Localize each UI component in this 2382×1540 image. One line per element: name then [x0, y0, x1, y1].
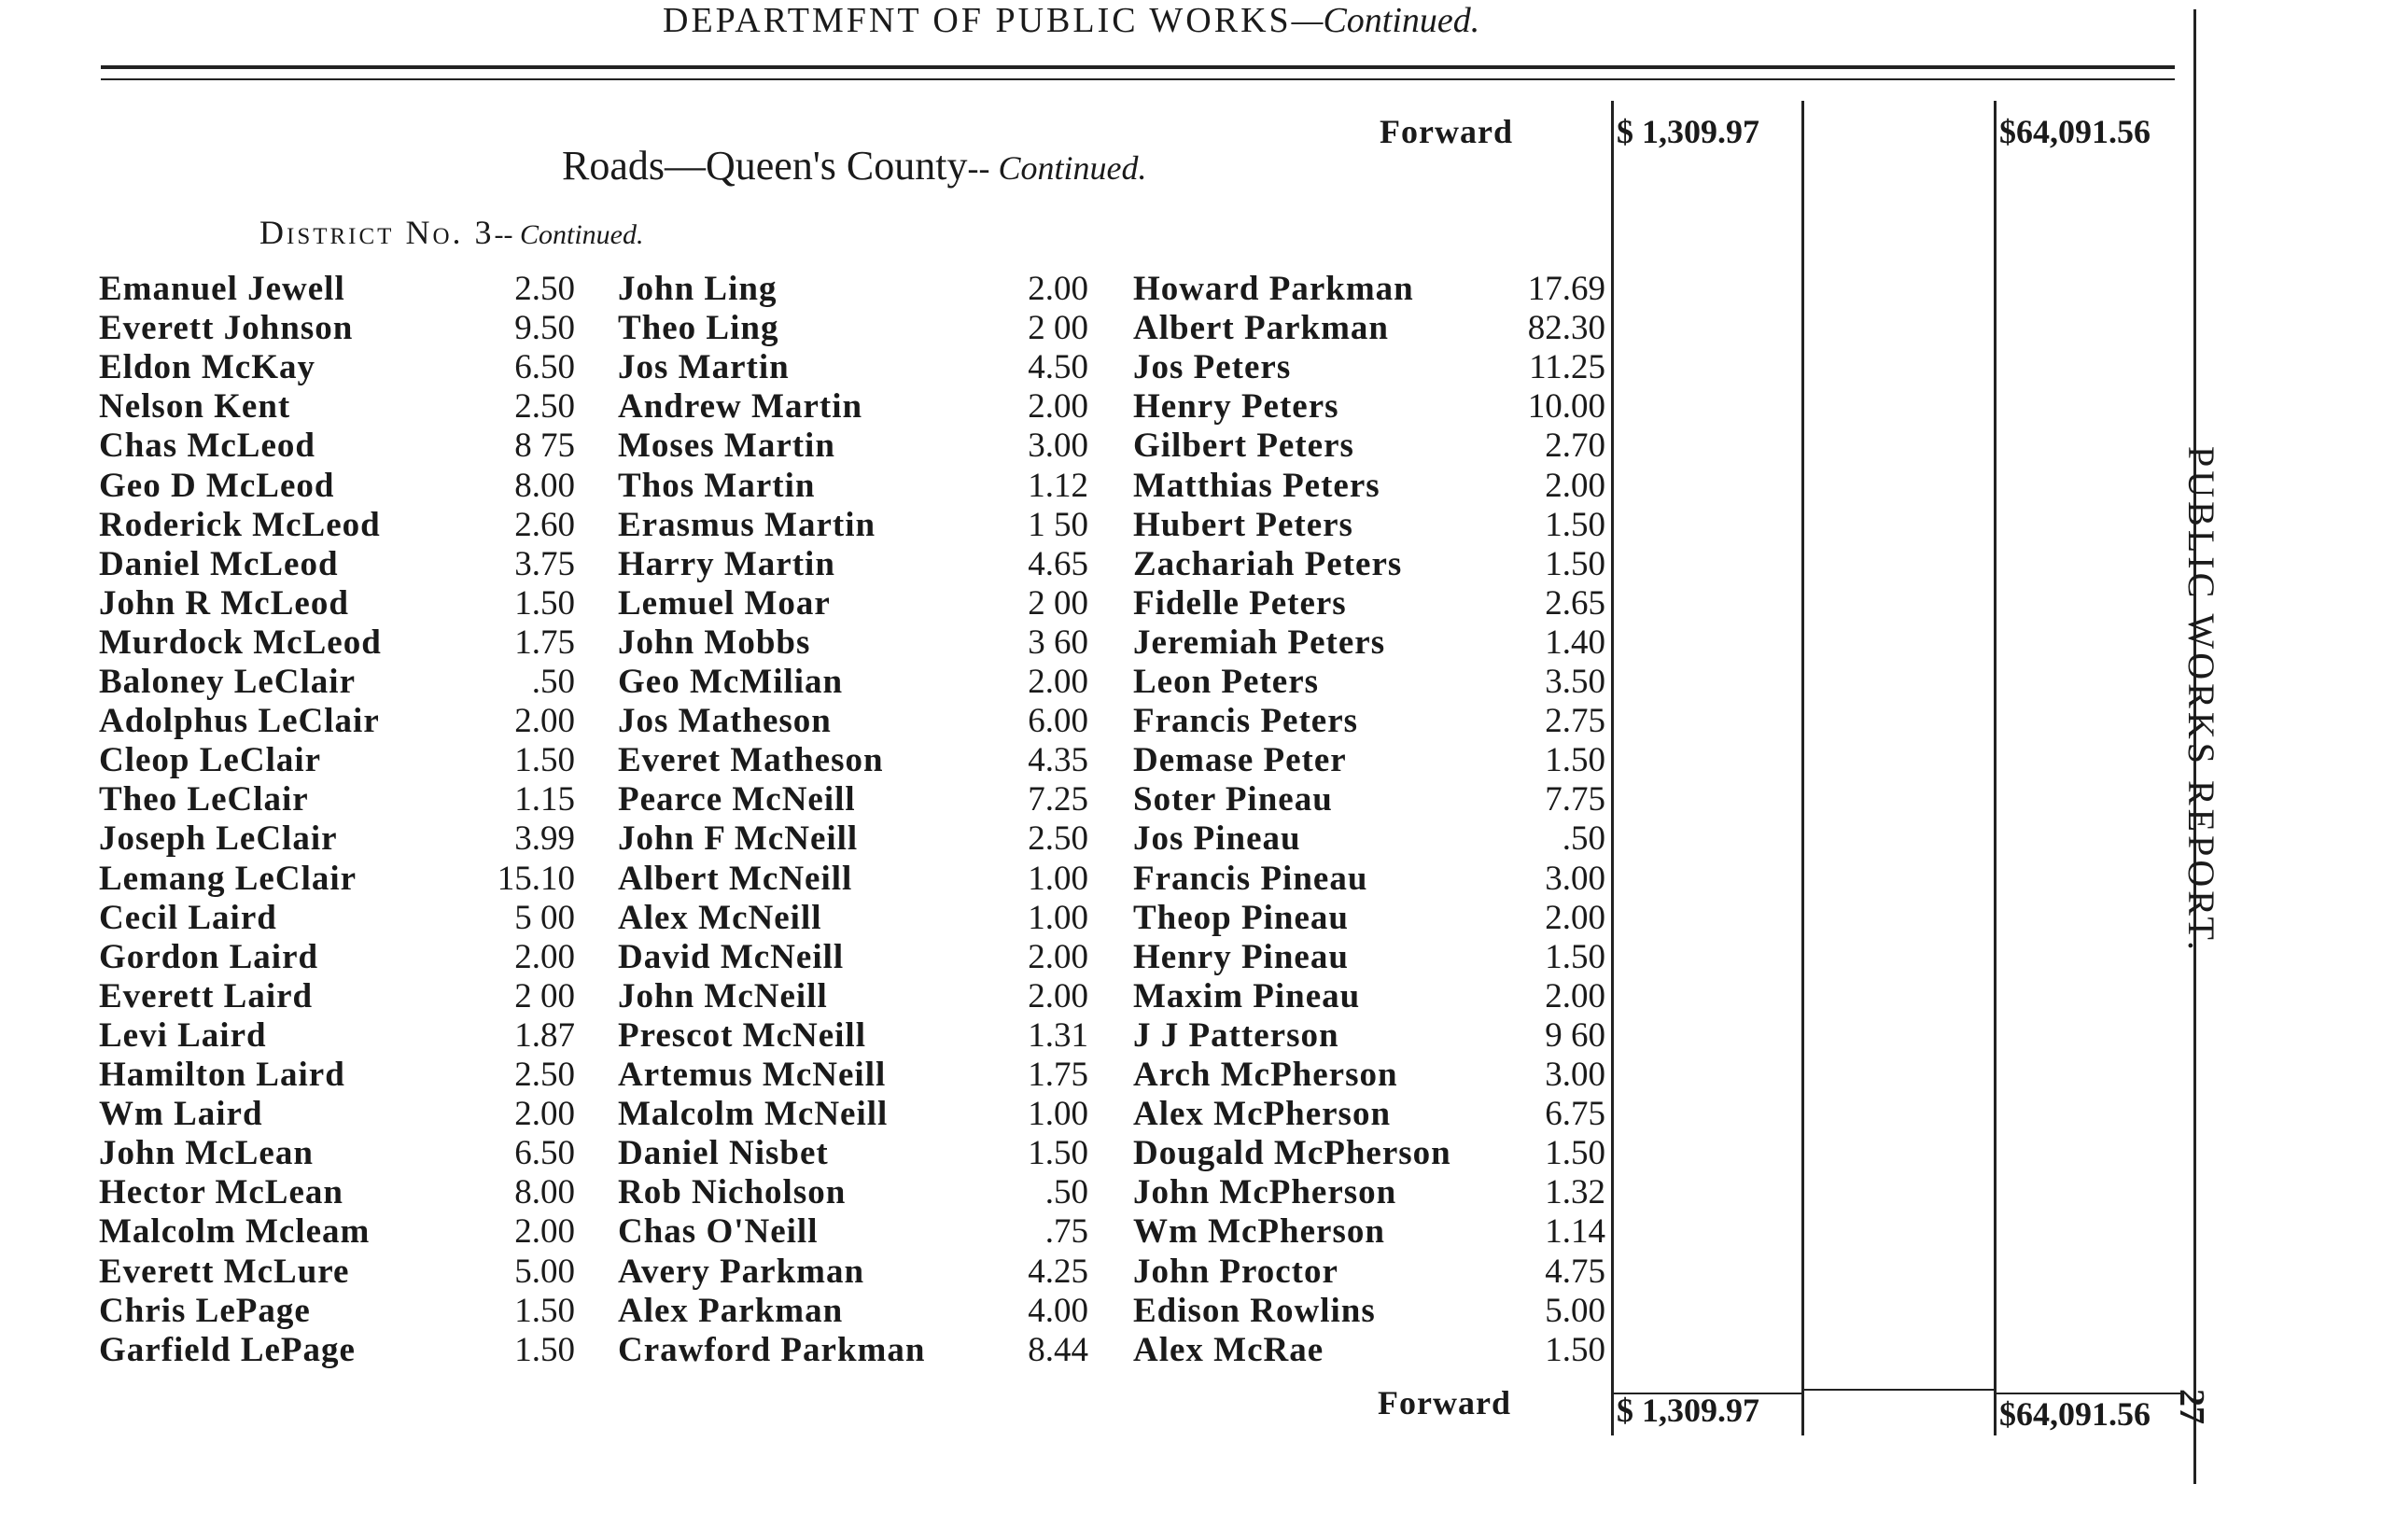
list-item	[618, 544, 1094, 583]
entry-name: Daniel Nisbet	[618, 1134, 829, 1173]
entry-amount: 82.30	[1527, 309, 1605, 348]
list-item	[99, 1015, 584, 1055]
entry-amount: 1.14	[1545, 1212, 1605, 1252]
entry-amount: 15.10	[497, 859, 575, 898]
list-item	[1133, 426, 1609, 465]
entry-amount: 2.50	[514, 387, 575, 427]
entry-amount: 8.00	[514, 1173, 575, 1212]
list-item	[99, 819, 584, 858]
list-item	[1133, 505, 1609, 544]
entry-name: Prescot McNeill	[618, 1015, 866, 1055]
entry-name: Alex Parkman	[618, 1291, 844, 1330]
entry-name: Jeremiah Peters	[1133, 623, 1386, 662]
entry-name: Thos Martin	[618, 466, 816, 505]
entry-amount: 2.00	[514, 1212, 575, 1252]
entry-name: John Proctor	[1133, 1252, 1338, 1291]
list-item	[618, 1291, 1094, 1330]
entry-amount: 1.32	[1545, 1173, 1605, 1212]
entry-name: Crawford Parkman	[618, 1330, 926, 1369]
list-item	[618, 819, 1094, 858]
amount-col-line-1	[1611, 101, 1614, 1435]
entry-amount: 1.50	[514, 583, 575, 623]
entry-name: Erasmus Martin	[618, 505, 876, 544]
entry-amount: 2.00	[1545, 466, 1605, 505]
entry-amount: 2 00	[514, 976, 575, 1015]
entry-amount: 6.00	[1028, 702, 1088, 741]
entry-amount: 1.50	[1545, 544, 1605, 583]
entry-amount: 2.75	[1545, 702, 1605, 741]
entry-amount: 1.87	[514, 1015, 575, 1055]
list-item	[618, 740, 1094, 779]
entry-name: John McPherson	[1133, 1173, 1397, 1212]
entry-name: Albert McNeill	[618, 859, 853, 898]
entry-amount: 6.50	[514, 348, 575, 387]
page-header	[663, 0, 1479, 41]
entry-name: Baloney LeClair	[99, 663, 357, 701]
top-rule-2	[101, 78, 2175, 80]
entry-name: Nelson Kent	[99, 387, 291, 427]
entry-name: Wm Laird	[99, 1095, 263, 1134]
entry-amount: 2.00	[514, 937, 575, 976]
entry-name: Gordon Laird	[99, 937, 319, 976]
list-item	[618, 859, 1094, 898]
entry-amount: 7.75	[1545, 780, 1605, 819]
entry-amount: 2.50	[514, 270, 575, 308]
forward-bottom-amount-2: $64,091.56	[1999, 1395, 2151, 1433]
entry-amount: 2 00	[1028, 309, 1088, 348]
header-title: DEPARTMFNT OF PUBLIC WORKS	[663, 1, 1292, 40]
entry-amount: 2.00	[1028, 270, 1088, 308]
entry-name: Fidelle Peters	[1133, 583, 1347, 623]
entry-amount: 6.50	[514, 1134, 575, 1173]
entry-name: Henry Peters	[1133, 387, 1339, 427]
entry-amount: 4.35	[1028, 741, 1088, 780]
list-item	[618, 583, 1094, 623]
entry-amount: 1.50	[514, 1291, 575, 1330]
entry-name: Wm McPherson	[1133, 1212, 1385, 1252]
entry-name: Lemuel Moar	[618, 583, 831, 623]
entry-name: Zachariah Peters	[1133, 544, 1403, 583]
list-item	[1133, 819, 1609, 858]
list-item	[99, 779, 584, 819]
entry-name: Everet Matheson	[618, 741, 884, 780]
entry-name: Jos Peters	[1133, 348, 1292, 387]
entry-amount: 2.00	[514, 1095, 575, 1134]
entry-name: Artemus McNeill	[618, 1056, 887, 1094]
list-item	[1133, 583, 1609, 623]
list-item	[1133, 662, 1609, 701]
entry-amount: 4.00	[1028, 1291, 1088, 1330]
list-item	[99, 898, 584, 937]
entry-name: Everett Johnson	[99, 309, 354, 348]
list-item	[99, 583, 584, 623]
side-report-title: PUBLIC WORKS REPORT.	[2180, 446, 2222, 954]
entry-name: Alex McRae	[1133, 1330, 1324, 1369]
list-item	[99, 623, 584, 662]
entry-name: Garfield LePage	[99, 1330, 356, 1369]
amount-col-line-3	[1994, 101, 1997, 1435]
list-item	[99, 1172, 584, 1211]
entry-amount: 6.75	[1545, 1095, 1605, 1134]
list-item	[99, 1291, 584, 1330]
entry-name: Albert Parkman	[1133, 309, 1389, 348]
entry-name: Theo Ling	[618, 309, 779, 348]
entry-amount: .75	[1044, 1212, 1088, 1252]
list-item	[99, 544, 584, 583]
entry-amount: 2.65	[1545, 583, 1605, 623]
page-number: 27	[2172, 1389, 2211, 1424]
entry-amount: 2.50	[1028, 819, 1088, 859]
entry-amount: 2.00	[514, 702, 575, 741]
section-title-text: Roads—Queen's County	[562, 143, 968, 189]
entry-amount: 10.00	[1527, 387, 1605, 427]
list-item	[618, 426, 1094, 465]
list-item	[1133, 701, 1609, 740]
entry-amount: 3.00	[1028, 427, 1088, 466]
list-item	[618, 1211, 1094, 1251]
entry-name: Hubert Peters	[1133, 505, 1353, 544]
entry-name: Malcolm Mcleam	[99, 1212, 371, 1252]
entry-amount: 2.00	[1028, 663, 1088, 701]
entry-amount: 1.31	[1028, 1015, 1088, 1055]
list-item	[618, 1015, 1094, 1055]
list-item	[618, 662, 1094, 701]
district-label: District No. 3	[259, 214, 495, 251]
entry-name: Harry Martin	[618, 544, 835, 583]
entry-amount: 3.75	[514, 544, 575, 583]
entry-amount: 4.65	[1028, 544, 1088, 583]
list-item	[99, 1094, 584, 1133]
entry-name: Howard Parkman	[1133, 270, 1414, 308]
entry-name: Eldon McKay	[99, 348, 315, 387]
list-item	[618, 937, 1094, 976]
list-item	[618, 976, 1094, 1015]
list-item	[1133, 269, 1609, 308]
entry-name: Hector McLean	[99, 1173, 343, 1212]
list-item	[618, 779, 1094, 819]
entry-name: Everett McLure	[99, 1252, 350, 1291]
entry-amount: 1.00	[1028, 898, 1088, 937]
list-item	[99, 859, 584, 898]
entry-amount: 9.50	[514, 309, 575, 348]
entry-name: Jos Matheson	[618, 702, 832, 741]
list-item	[1133, 544, 1609, 583]
entry-name: Alex McPherson	[1133, 1095, 1392, 1134]
list-item	[618, 505, 1094, 544]
entry-name: Emanuel Jewell	[99, 270, 345, 308]
entry-amount: 8.00	[514, 466, 575, 505]
list-item	[1133, 740, 1609, 779]
entry-name: Soter Pineau	[1133, 780, 1333, 819]
entry-name: Jos Martin	[618, 348, 790, 387]
entry-name: Lemang LeClair	[99, 859, 357, 898]
entry-name: Cecil Laird	[99, 898, 277, 937]
entry-amount: 2.00	[1028, 387, 1088, 427]
list-item	[1133, 623, 1609, 662]
entry-name: Levi Laird	[99, 1015, 267, 1055]
entry-name: John McNeill	[618, 976, 828, 1015]
entry-name: Cleop LeClair	[99, 741, 322, 780]
list-item	[618, 701, 1094, 740]
entry-name: John F McNeill	[618, 819, 859, 859]
list-item	[618, 1055, 1094, 1094]
entry-amount: 1.50	[1545, 937, 1605, 976]
list-item	[618, 623, 1094, 662]
district-suffix: -- Continued.	[494, 219, 644, 250]
entry-amount: 1.75	[1028, 1056, 1088, 1094]
forward-bottom-amount-1: $ 1,309.97	[1617, 1392, 1759, 1429]
entry-amount: .50	[1562, 819, 1605, 859]
entry-name: Edison Rowlins	[1133, 1291, 1376, 1330]
entry-name: John R McLeod	[99, 583, 349, 623]
entry-amount: 3 60	[1028, 623, 1088, 662]
list-item	[99, 1252, 584, 1291]
entry-amount: 1.50	[1545, 1134, 1605, 1173]
list-item	[99, 1055, 584, 1094]
entry-name: Geo D McLeod	[99, 466, 335, 505]
list-item	[99, 308, 584, 347]
entry-amount: 11.25	[1529, 348, 1605, 387]
entry-amount: 1.12	[1028, 466, 1088, 505]
list-item	[99, 505, 584, 544]
entry-amount: 3.00	[1545, 1056, 1605, 1094]
list-item	[99, 937, 584, 976]
entry-amount: 2 00	[1028, 583, 1088, 623]
entry-name: Geo McMilian	[618, 663, 844, 701]
entry-amount: 5.00	[514, 1252, 575, 1291]
entry-name: Rob Nicholson	[618, 1173, 847, 1212]
entry-amount: 5 00	[514, 898, 575, 937]
list-item	[1133, 1094, 1609, 1133]
entry-amount: 1 50	[1028, 505, 1088, 544]
list-item	[618, 466, 1094, 505]
entry-amount: 2.00	[1545, 976, 1605, 1015]
list-item	[1133, 1172, 1609, 1211]
entry-name: John Mobbs	[618, 623, 811, 662]
entry-amount: 7.25	[1028, 780, 1088, 819]
entry-name: Joseph LeClair	[99, 819, 338, 859]
entry-name: David McNeill	[618, 937, 845, 976]
header-title-suffix: —Continued.	[1291, 1, 1480, 40]
entry-amount: 1.50	[1545, 505, 1605, 544]
entry-name: Daniel McLeod	[99, 544, 339, 583]
list-item	[1133, 1291, 1609, 1330]
entry-name: Hamilton Laird	[99, 1056, 345, 1094]
entry-name: Pearce McNeill	[618, 780, 856, 819]
entry-name: Arch McPherson	[1133, 1056, 1398, 1094]
list-item	[618, 898, 1094, 937]
list-item	[1133, 937, 1609, 976]
entry-name: John McLean	[99, 1134, 314, 1173]
entry-name: Adolphus LeClair	[99, 702, 380, 741]
entry-amount: .50	[531, 663, 575, 701]
list-item	[1133, 779, 1609, 819]
entry-amount: 1.75	[514, 623, 575, 662]
entry-amount: 3.00	[1545, 859, 1605, 898]
entry-amount: 4.75	[1545, 1252, 1605, 1291]
entry-name: Jos Pineau	[1133, 819, 1301, 859]
list-item	[618, 1330, 1094, 1369]
list-item	[1133, 976, 1609, 1015]
list-item	[1133, 859, 1609, 898]
entry-amount: .50	[1044, 1173, 1088, 1212]
entry-name: Theo LeClair	[99, 780, 309, 819]
list-item	[618, 347, 1094, 386]
entry-amount: 4.50	[1028, 348, 1088, 387]
entry-name: Murdock McLeod	[99, 623, 382, 662]
entry-name: Demase Peter	[1133, 741, 1347, 780]
entry-amount: 1.40	[1545, 623, 1605, 662]
entry-amount: 2.00	[1028, 937, 1088, 976]
list-item	[1133, 347, 1609, 386]
list-item	[99, 740, 584, 779]
entry-name: Everett Laird	[99, 976, 314, 1015]
entry-amount: 1.50	[514, 741, 575, 780]
list-item	[1133, 386, 1609, 426]
list-item	[1133, 308, 1609, 347]
entry-name: J J Patterson	[1133, 1015, 1339, 1055]
list-item	[1133, 1211, 1609, 1251]
top-rule-1	[101, 65, 2175, 69]
entry-name: Leon Peters	[1133, 663, 1320, 701]
entry-amount: 2.50	[514, 1056, 575, 1094]
entry-name: Matthias Peters	[1133, 466, 1380, 505]
entry-amount: 5.00	[1545, 1291, 1605, 1330]
entry-amount: 8 75	[514, 427, 575, 466]
list-item	[99, 386, 584, 426]
entry-amount: 2.70	[1545, 427, 1605, 466]
entry-name: Francis Peters	[1133, 702, 1359, 741]
entry-name: Alex McNeill	[618, 898, 822, 937]
list-item	[99, 662, 584, 701]
list-item	[1133, 1015, 1609, 1055]
entry-amount: 1.00	[1028, 1095, 1088, 1134]
list-item	[1133, 466, 1609, 505]
entry-amount: 1.50	[1545, 1330, 1605, 1369]
list-item	[99, 1330, 584, 1369]
list-item	[99, 1211, 584, 1251]
entry-amount: 8.44	[1028, 1330, 1088, 1369]
list-item	[99, 1133, 584, 1172]
list-item	[618, 1252, 1094, 1291]
forward-top-amount-1: $ 1,309.97	[1617, 113, 1759, 150]
list-item	[99, 976, 584, 1015]
entry-amount: 1.15	[514, 780, 575, 819]
forward-top-label: Forward	[1380, 113, 1513, 150]
entry-name: Avery Parkman	[618, 1252, 865, 1291]
list-item	[1133, 1055, 1609, 1094]
entry-name: Dougald McPherson	[1133, 1134, 1451, 1173]
list-item	[618, 1172, 1094, 1211]
entry-name: Chris LePage	[99, 1291, 311, 1330]
list-item	[618, 1094, 1094, 1133]
entry-amount: 1.50	[1028, 1134, 1088, 1173]
amount-col-line-2	[1801, 101, 1804, 1435]
entry-name: Francis Pineau	[1133, 859, 1368, 898]
entry-name: Malcolm McNeill	[618, 1095, 889, 1134]
entry-amount: 3.99	[514, 819, 575, 859]
entry-amount: 2.00	[1028, 976, 1088, 1015]
bottom-amount-rule-2	[1801, 1389, 1996, 1391]
list-item	[618, 1133, 1094, 1172]
list-item	[99, 347, 584, 386]
list-item	[99, 426, 584, 465]
entry-name: Chas McLeod	[99, 427, 315, 466]
entry-name: Andrew Martin	[618, 387, 863, 427]
list-item	[618, 386, 1094, 426]
entry-amount: 1.50	[514, 1330, 575, 1369]
entry-amount: 3.50	[1545, 663, 1605, 701]
list-item	[618, 308, 1094, 347]
district-heading	[259, 213, 643, 252]
entry-amount: 1.00	[1028, 859, 1088, 898]
entry-amount: 2.00	[1545, 898, 1605, 937]
forward-top-amount-2: $64,091.56	[1999, 113, 2151, 150]
list-item	[99, 269, 584, 308]
forward-bottom-label: Forward	[1378, 1384, 1511, 1421]
entry-name: John Ling	[618, 270, 778, 308]
entry-name: Gilbert Peters	[1133, 427, 1354, 466]
list-item	[99, 701, 584, 740]
entry-name: Theop Pineau	[1133, 898, 1349, 937]
list-item	[1133, 898, 1609, 937]
entry-amount: 1.50	[1545, 741, 1605, 780]
entry-amount: 2.60	[514, 505, 575, 544]
list-item	[1133, 1252, 1609, 1291]
section-title	[562, 142, 1146, 189]
entry-name: Henry Pineau	[1133, 937, 1349, 976]
list-item	[1133, 1330, 1609, 1369]
list-item	[618, 269, 1094, 308]
entry-amount: 4.25	[1028, 1252, 1088, 1291]
entry-amount: 17.69	[1527, 270, 1605, 308]
entry-name: Chas O'Neill	[618, 1212, 819, 1252]
entry-name: Maxim Pineau	[1133, 976, 1361, 1015]
entry-amount: 9 60	[1545, 1015, 1605, 1055]
section-title-suffix: -- Continued.	[967, 149, 1147, 187]
list-item	[99, 466, 584, 505]
entry-name: Moses Martin	[618, 427, 835, 466]
list-item	[1133, 1133, 1609, 1172]
entry-name: Roderick McLeod	[99, 505, 381, 544]
